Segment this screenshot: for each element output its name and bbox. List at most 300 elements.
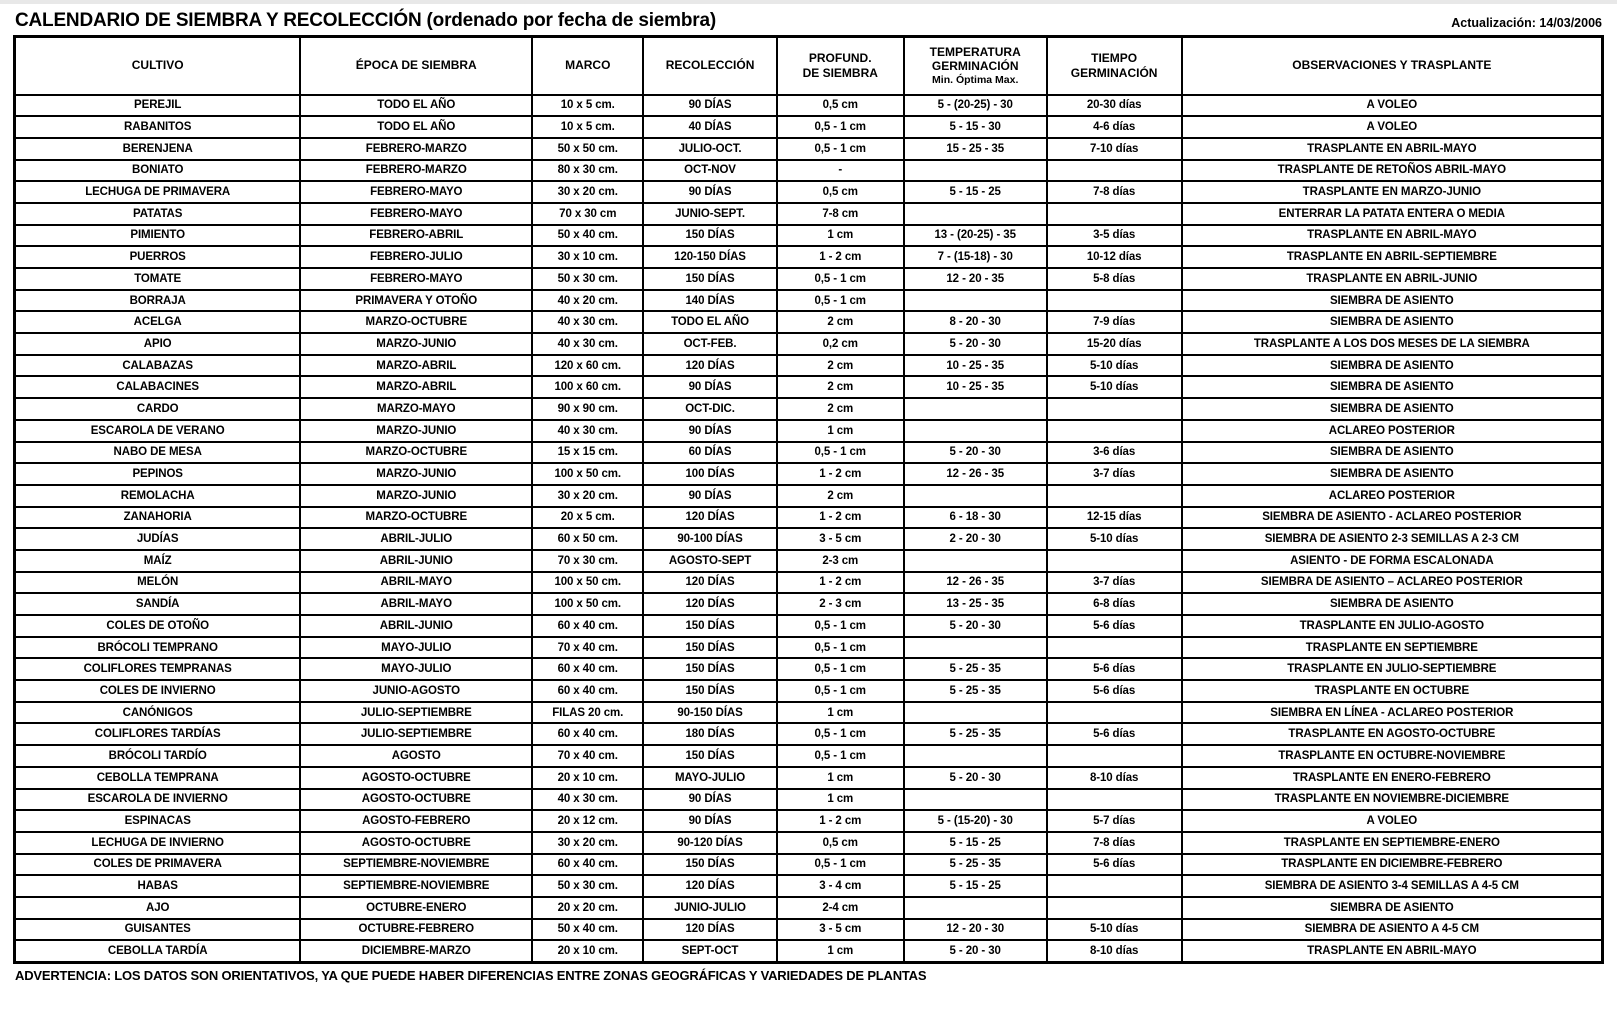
table-cell: 5-10 días (1047, 355, 1182, 377)
table-cell: 0,5 - 1 cm (777, 637, 904, 659)
table-cell: 5-6 días (1047, 615, 1182, 637)
table-cell: 10 x 5 cm. (532, 116, 643, 138)
table-cell: 6-8 días (1047, 593, 1182, 615)
table-cell: 20 x 10 cm. (532, 940, 643, 962)
table-cell: 1 cm (777, 225, 904, 247)
table-cell: TRASPLANTE EN SEPTIEMBRE (1182, 637, 1603, 659)
table-cell: 50 x 30 cm. (532, 875, 643, 897)
column-header (1182, 37, 1603, 95)
table-cell: 120 x 60 cm. (532, 355, 643, 377)
table-cell: LECHUGA DE INVIERNO (15, 832, 301, 854)
table-cell: TRASPLANTE A LOS DOS MESES DE LA SIEMBRA (1182, 333, 1603, 355)
table-cell: APIO (15, 333, 301, 355)
table-body (15, 95, 1603, 963)
table-cell: 120-150 DÍAS (643, 246, 776, 268)
table-row (15, 593, 1603, 615)
table-cell (1047, 160, 1182, 182)
table-cell: 100 x 50 cm. (532, 463, 643, 485)
table-cell: 90 DÍAS (643, 810, 776, 832)
column-header-line: OBSERVACIONES Y TRASPLANTE (1292, 58, 1492, 73)
table-cell: 40 x 30 cm. (532, 311, 643, 333)
table-cell: 5 - 20 - 30 (904, 333, 1047, 355)
table-cell: 100 x 50 cm. (532, 572, 643, 594)
table-cell: A VOLEO (1182, 116, 1603, 138)
table-cell: 60 x 40 cm. (532, 723, 643, 745)
table-cell: 150 DÍAS (643, 637, 776, 659)
table-cell: 5-6 días (1047, 680, 1182, 702)
table-cell: FEBRERO-MAYO (300, 181, 532, 203)
table-cell (904, 745, 1047, 767)
table-cell: 60 DÍAS (643, 442, 776, 464)
table-cell: 90 DÍAS (643, 376, 776, 398)
table-row (15, 290, 1603, 312)
table-cell: SIEMBRA DE ASIENTO (1182, 442, 1603, 464)
table-cell: 12 - 20 - 35 (904, 268, 1047, 290)
table-cell: AGOSTO-OCTUBRE (300, 832, 532, 854)
table-cell: 40 x 30 cm. (532, 789, 643, 811)
table-cell: 1 cm (777, 940, 904, 962)
table-cell: 0,5 cm (777, 95, 904, 117)
table-cell: 5 - 25 - 35 (904, 723, 1047, 745)
table-cell: 90-100 DÍAS (643, 528, 776, 550)
table-cell: 60 x 40 cm. (532, 680, 643, 702)
table-cell: SIEMBRA DE ASIENTO (1182, 311, 1603, 333)
table-cell: 5 - 20 - 30 (904, 940, 1047, 962)
table-cell (1047, 897, 1182, 919)
table-cell: SIEMBRA DE ASIENTO (1182, 290, 1603, 312)
table-cell: TRASPLANTE EN OCTUBRE-NOVIEMBRE (1182, 745, 1603, 767)
table-cell: TOMATE (15, 268, 301, 290)
table-cell: 50 x 50 cm. (532, 138, 643, 160)
table-cell: MELÓN (15, 572, 301, 594)
table-cell: 120 DÍAS (643, 875, 776, 897)
table-cell: 120 DÍAS (643, 572, 776, 594)
table-cell: 1 cm (777, 767, 904, 789)
table-cell: 150 DÍAS (643, 658, 776, 680)
table-cell: 5 - 15 - 30 (904, 116, 1047, 138)
table-row (15, 832, 1603, 854)
table-cell: AGOSTO-FEBRERO (300, 810, 532, 832)
table-cell: 4-6 días (1047, 116, 1182, 138)
table-cell: 0,2 cm (777, 333, 904, 355)
table-cell: 3-7 días (1047, 463, 1182, 485)
table-row (15, 528, 1603, 550)
table-cell: REMOLACHA (15, 485, 301, 507)
table-cell: ABRIL-JUNIO (300, 550, 532, 572)
table-cell: SEPTIEMBRE-NOVIEMBRE (300, 875, 532, 897)
table-cell (1047, 745, 1182, 767)
table-cell: 180 DÍAS (643, 723, 776, 745)
column-header-line: GERMINACIÓN (1070, 65, 1158, 80)
table-cell (1047, 637, 1182, 659)
table-row (15, 789, 1603, 811)
table-cell: TRASPLANTE EN ABRIL-SEPTIEMBRE (1182, 246, 1603, 268)
table-cell: MAYO-JULIO (643, 767, 776, 789)
table-cell: 1 - 2 cm (777, 810, 904, 832)
table-cell: 50 x 30 cm. (532, 268, 643, 290)
table-cell: MARZO-JUNIO (300, 333, 532, 355)
table-row (15, 246, 1603, 268)
table-cell: ACELGA (15, 311, 301, 333)
table-cell: 2 cm (777, 376, 904, 398)
column-header (532, 37, 643, 95)
column-header (15, 37, 301, 95)
header-row (15, 37, 1603, 95)
table-cell: 2 - 3 cm (777, 593, 904, 615)
table-cell (1047, 789, 1182, 811)
table-cell: 0,5 - 1 cm (777, 138, 904, 160)
table-cell: AGOSTO-OCTUBRE (300, 767, 532, 789)
table-row (15, 225, 1603, 247)
table-cell (904, 160, 1047, 182)
column-header-line: PROFUND. (808, 51, 872, 66)
table-row (15, 919, 1603, 941)
table-cell: ESPINACAS (15, 810, 301, 832)
table-cell: 90 x 90 cm. (532, 398, 643, 420)
table-cell: 1 - 2 cm (777, 507, 904, 529)
table-cell: 5-10 días (1047, 919, 1182, 941)
table-cell: MARZO-OCTUBRE (300, 442, 532, 464)
table-cell: MARZO-JUNIO (300, 463, 532, 485)
table-cell: FEBRERO-ABRIL (300, 225, 532, 247)
table-row (15, 485, 1603, 507)
column-header-line: RECOLECCIÓN (665, 58, 755, 73)
table-cell (904, 897, 1047, 919)
table-cell: 0,5 cm (777, 832, 904, 854)
update-date: Actualización: 14/03/2006 (1451, 16, 1602, 30)
table-cell: TRASPLANTE DE RETOÑOS ABRIL-MAYO (1182, 160, 1603, 182)
table-cell (904, 485, 1047, 507)
table-cell: TRASPLANTE EN OCTUBRE (1182, 680, 1603, 702)
table-cell: PRIMAVERA Y OTOÑO (300, 290, 532, 312)
table-cell: 12 - 26 - 35 (904, 572, 1047, 594)
table-cell: MARZO-JUNIO (300, 485, 532, 507)
column-header (1047, 37, 1182, 95)
table-cell: ABRIL-JULIO (300, 528, 532, 550)
table-cell (904, 637, 1047, 659)
table-cell: 0,5 - 1 cm (777, 442, 904, 464)
table-cell: SEPT-OCT (643, 940, 776, 962)
table-cell: MAYO-JULIO (300, 658, 532, 680)
table-cell: 40 x 30 cm. (532, 333, 643, 355)
table-cell: FEBRERO-MARZO (300, 138, 532, 160)
table-cell: 7-8 días (1047, 181, 1182, 203)
table-row (15, 897, 1603, 919)
table-row (15, 615, 1603, 637)
table-cell: COLES DE OTOÑO (15, 615, 301, 637)
table-cell: 5-10 días (1047, 376, 1182, 398)
table-cell: SIEMBRA DE ASIENTO 3-4 SEMILLAS A 4-5 CM (1182, 875, 1603, 897)
table-cell: 8-10 días (1047, 940, 1182, 962)
table-cell: 5 - 15 - 25 (904, 832, 1047, 854)
table-cell: 70 x 40 cm. (532, 637, 643, 659)
table-cell: 20 x 10 cm. (532, 767, 643, 789)
table-cell: 90-150 DÍAS (643, 702, 776, 724)
table-row (15, 637, 1603, 659)
table-cell: PEREJIL (15, 95, 301, 117)
table-cell: 5 - 20 - 30 (904, 442, 1047, 464)
column-header-line: DE SIEMBRA (802, 65, 878, 80)
table-row (15, 463, 1603, 485)
table-cell: TRASPLANTE EN ABRIL-MAYO (1182, 225, 1603, 247)
table-cell: CANÓNIGOS (15, 702, 301, 724)
table-row (15, 311, 1603, 333)
table-row (15, 875, 1603, 897)
table-cell: 70 x 30 cm. (532, 550, 643, 572)
table-cell: SIEMBRA DE ASIENTO (1182, 463, 1603, 485)
table-cell: 10-12 días (1047, 246, 1182, 268)
table-cell: 0,5 - 1 cm (777, 290, 904, 312)
table-cell: 30 x 20 cm. (532, 832, 643, 854)
planting-calendar-table (13, 35, 1604, 964)
table-cell: 5 - 15 - 25 (904, 181, 1047, 203)
table-cell: 5 - 15 - 25 (904, 875, 1047, 897)
table-cell: NABO DE MESA (15, 442, 301, 464)
table-cell: 40 x 30 cm. (532, 420, 643, 442)
table-cell: 7-8 días (1047, 832, 1182, 854)
table-row (15, 420, 1603, 442)
table-cell: ASIENTO - DE FORMA ESCALONADA (1182, 550, 1603, 572)
table-cell: SIEMBRA DE ASIENTO (1182, 355, 1603, 377)
table-cell: TRASPLANTE EN AGOSTO-OCTUBRE (1182, 723, 1603, 745)
table-cell: COLIFLORES TEMPRANAS (15, 658, 301, 680)
table-cell: PATATAS (15, 203, 301, 225)
table-cell: 150 DÍAS (643, 680, 776, 702)
table-cell: 100 x 60 cm. (532, 376, 643, 398)
table-cell: PEPINOS (15, 463, 301, 485)
table-row (15, 854, 1603, 876)
table-cell: MARZO-OCTUBRE (300, 507, 532, 529)
table-cell: 90-120 DÍAS (643, 832, 776, 854)
table-cell: CALABACINES (15, 376, 301, 398)
table-cell: ACLAREO POSTERIOR (1182, 485, 1603, 507)
table-cell: MAÍZ (15, 550, 301, 572)
table-cell: 60 x 50 cm. (532, 528, 643, 550)
table-cell (904, 702, 1047, 724)
table-row (15, 333, 1603, 355)
table-cell: JUDÍAS (15, 528, 301, 550)
table-cell: BRÓCOLI TARDÍO (15, 745, 301, 767)
table-row (15, 550, 1603, 572)
table-cell: 15 - 25 - 35 (904, 138, 1047, 160)
table-cell (1047, 398, 1182, 420)
table-cell (904, 398, 1047, 420)
table-cell: 1 - 2 cm (777, 572, 904, 594)
table-cell: 3 - 5 cm (777, 919, 904, 941)
table-cell: TRASPLANTE EN ABRIL-MAYO (1182, 940, 1603, 962)
page-title: CALENDARIO DE SIEMBRA Y RECOLECCIÓN (ordenado por fecha de siembra) (15, 10, 716, 31)
table-cell (1047, 420, 1182, 442)
table-cell: 7-8 cm (777, 203, 904, 225)
table-cell: 3-7 días (1047, 572, 1182, 594)
table-cell: 5-6 días (1047, 723, 1182, 745)
table-cell: SIEMBRA DE ASIENTO (1182, 593, 1603, 615)
table-cell: MARZO-ABRIL (300, 376, 532, 398)
table-cell: ABRIL-MAYO (300, 572, 532, 594)
table-cell: 30 x 20 cm. (532, 485, 643, 507)
table-cell: 140 DÍAS (643, 290, 776, 312)
table-cell: 30 x 10 cm. (532, 246, 643, 268)
table-cell: BERENJENA (15, 138, 301, 160)
table-cell: 2 cm (777, 485, 904, 507)
table-cell: 0,5 - 1 cm (777, 615, 904, 637)
table-cell: 2 cm (777, 398, 904, 420)
table-row (15, 181, 1603, 203)
table-cell: CEBOLLA TEMPRANA (15, 767, 301, 789)
table-cell: 7 - (15-18) - 30 (904, 246, 1047, 268)
table-cell: 5 - 20 - 30 (904, 767, 1047, 789)
table-cell: 13 - 25 - 35 (904, 593, 1047, 615)
table-cell: CARDO (15, 398, 301, 420)
table-cell: FEBRERO-MARZO (300, 160, 532, 182)
table-cell: 5-10 días (1047, 528, 1182, 550)
table-cell: DICIEMBRE-MARZO (300, 940, 532, 962)
table-cell (904, 290, 1047, 312)
table-cell: SIEMBRA EN LÍNEA - ACLAREO POSTERIOR (1182, 702, 1603, 724)
table-cell: AGOSTO (300, 745, 532, 767)
table-cell: BRÓCOLI TEMPRANO (15, 637, 301, 659)
table-cell: MAYO-JULIO (300, 637, 532, 659)
table-cell: 90 DÍAS (643, 181, 776, 203)
table-cell: SIEMBRA DE ASIENTO (1182, 398, 1603, 420)
table-cell: 50 x 40 cm. (532, 919, 643, 941)
column-header-line: Min. Óptima Max. (932, 73, 1019, 86)
table-cell (1047, 290, 1182, 312)
table-row (15, 116, 1603, 138)
table-cell: SANDÍA (15, 593, 301, 615)
table-row (15, 767, 1603, 789)
table-row (15, 702, 1603, 724)
table-cell: CEBOLLA TARDÍA (15, 940, 301, 962)
table-cell: JUNIO-AGOSTO (300, 680, 532, 702)
table-cell: 12 - 26 - 35 (904, 463, 1047, 485)
table-cell: OCT-DIC. (643, 398, 776, 420)
table-cell: 5-7 días (1047, 810, 1182, 832)
table-cell: 20 x 5 cm. (532, 507, 643, 529)
table-cell: 100 DÍAS (643, 463, 776, 485)
table-cell: 5 - (15-20) - 30 (904, 810, 1047, 832)
table-cell: 10 - 25 - 35 (904, 355, 1047, 377)
table-cell: ZANAHORIA (15, 507, 301, 529)
table-cell: LECHUGA DE PRIMAVERA (15, 181, 301, 203)
table-cell: 2 cm (777, 311, 904, 333)
table-cell: TODO EL AÑO (300, 95, 532, 117)
table-cell: 15-20 días (1047, 333, 1182, 355)
table-row (15, 940, 1603, 962)
table-cell (1047, 485, 1182, 507)
table-cell: 90 DÍAS (643, 95, 776, 117)
table-cell (1047, 550, 1182, 572)
table-cell: 0,5 - 1 cm (777, 268, 904, 290)
title-bar (15, 10, 1602, 32)
table-cell: 10 - 25 - 35 (904, 376, 1047, 398)
table-cell: 50 x 40 cm. (532, 225, 643, 247)
table-cell: ACLAREO POSTERIOR (1182, 420, 1603, 442)
table-cell: 20 x 20 cm. (532, 897, 643, 919)
table-cell: SIEMBRA DE ASIENTO 2-3 SEMILLAS A 2-3 CM (1182, 528, 1603, 550)
table-cell: 150 DÍAS (643, 268, 776, 290)
table-cell: 150 DÍAS (643, 615, 776, 637)
table-cell: SIEMBRA DE ASIENTO (1182, 376, 1603, 398)
table-cell: MARZO-MAYO (300, 398, 532, 420)
column-header (643, 37, 776, 95)
table-cell: GUISANTES (15, 919, 301, 941)
table-cell: 20 x 12 cm. (532, 810, 643, 832)
table-cell: SIEMBRA DE ASIENTO A 4-5 CM (1182, 919, 1603, 941)
table-cell: 3-6 días (1047, 442, 1182, 464)
table-cell: JULIO-SEPTIEMBRE (300, 723, 532, 745)
table-cell: TRASPLANTE EN MARZO-JUNIO (1182, 181, 1603, 203)
table-cell: 1 - 2 cm (777, 463, 904, 485)
table-row (15, 442, 1603, 464)
table-cell: 2 cm (777, 355, 904, 377)
table-cell: TODO EL AÑO (643, 311, 776, 333)
table-cell (1047, 203, 1182, 225)
table-cell: 120 DÍAS (643, 593, 776, 615)
table-cell: 0,5 - 1 cm (777, 680, 904, 702)
table-cell: A VOLEO (1182, 810, 1603, 832)
table-row (15, 268, 1603, 290)
table-cell: BONIATO (15, 160, 301, 182)
table-cell: 150 DÍAS (643, 745, 776, 767)
table-cell: 2 - 20 - 30 (904, 528, 1047, 550)
table-cell: TODO EL AÑO (300, 116, 532, 138)
table-cell: TRASPLANTE EN JULIO-AGOSTO (1182, 615, 1603, 637)
table-cell: 40 DÍAS (643, 116, 776, 138)
table-cell: - (777, 160, 904, 182)
table-cell: SIEMBRA DE ASIENTO – ACLAREO POSTERIOR (1182, 572, 1603, 594)
table-cell: AGOSTO-SEPT (643, 550, 776, 572)
table-cell: OCTUBRE-ENERO (300, 897, 532, 919)
table-cell: 90 DÍAS (643, 789, 776, 811)
column-header (300, 37, 532, 95)
table-cell: BORRAJA (15, 290, 301, 312)
table-row (15, 658, 1603, 680)
table-cell: ABRIL-JUNIO (300, 615, 532, 637)
table-cell: 1 - 2 cm (777, 246, 904, 268)
table-cell: ABRIL-MAYO (300, 593, 532, 615)
table-row (15, 376, 1603, 398)
table-cell: 60 x 40 cm. (532, 615, 643, 637)
table-cell: 0,5 - 1 cm (777, 723, 904, 745)
table-cell: 120 DÍAS (643, 919, 776, 941)
table-cell: COLES DE INVIERNO (15, 680, 301, 702)
table-cell: 90 DÍAS (643, 420, 776, 442)
column-header (904, 37, 1047, 95)
column-header (777, 37, 904, 95)
table-cell: MARZO-OCTUBRE (300, 311, 532, 333)
table-cell: 12 - 20 - 30 (904, 919, 1047, 941)
table-cell: FEBRERO-MAYO (300, 268, 532, 290)
table-cell: 5 - 20 - 30 (904, 615, 1047, 637)
table-cell: OCT-FEB. (643, 333, 776, 355)
column-header-line: CULTIVO (131, 58, 184, 73)
table-cell: 7-10 días (1047, 138, 1182, 160)
table-cell: 150 DÍAS (643, 225, 776, 247)
table-cell: 10 x 5 cm. (532, 95, 643, 117)
table-cell: 0,5 - 1 cm (777, 854, 904, 876)
table-cell: 30 x 20 cm. (532, 181, 643, 203)
table-cell: TRASPLANTE EN DICIEMBRE-FEBRERO (1182, 854, 1603, 876)
table-cell: HABAS (15, 875, 301, 897)
column-header-line: TEMPERATURA (929, 44, 1021, 59)
table-cell: 5 - (20-25) - 30 (904, 95, 1047, 117)
table-cell: FEBRERO-JULIO (300, 246, 532, 268)
table-cell: 70 x 40 cm. (532, 745, 643, 767)
table-cell: ENTERRAR LA PATATA ENTERA O MEDIA (1182, 203, 1603, 225)
table-cell: 5 - 25 - 35 (904, 680, 1047, 702)
table-cell: 0,5 - 1 cm (777, 116, 904, 138)
